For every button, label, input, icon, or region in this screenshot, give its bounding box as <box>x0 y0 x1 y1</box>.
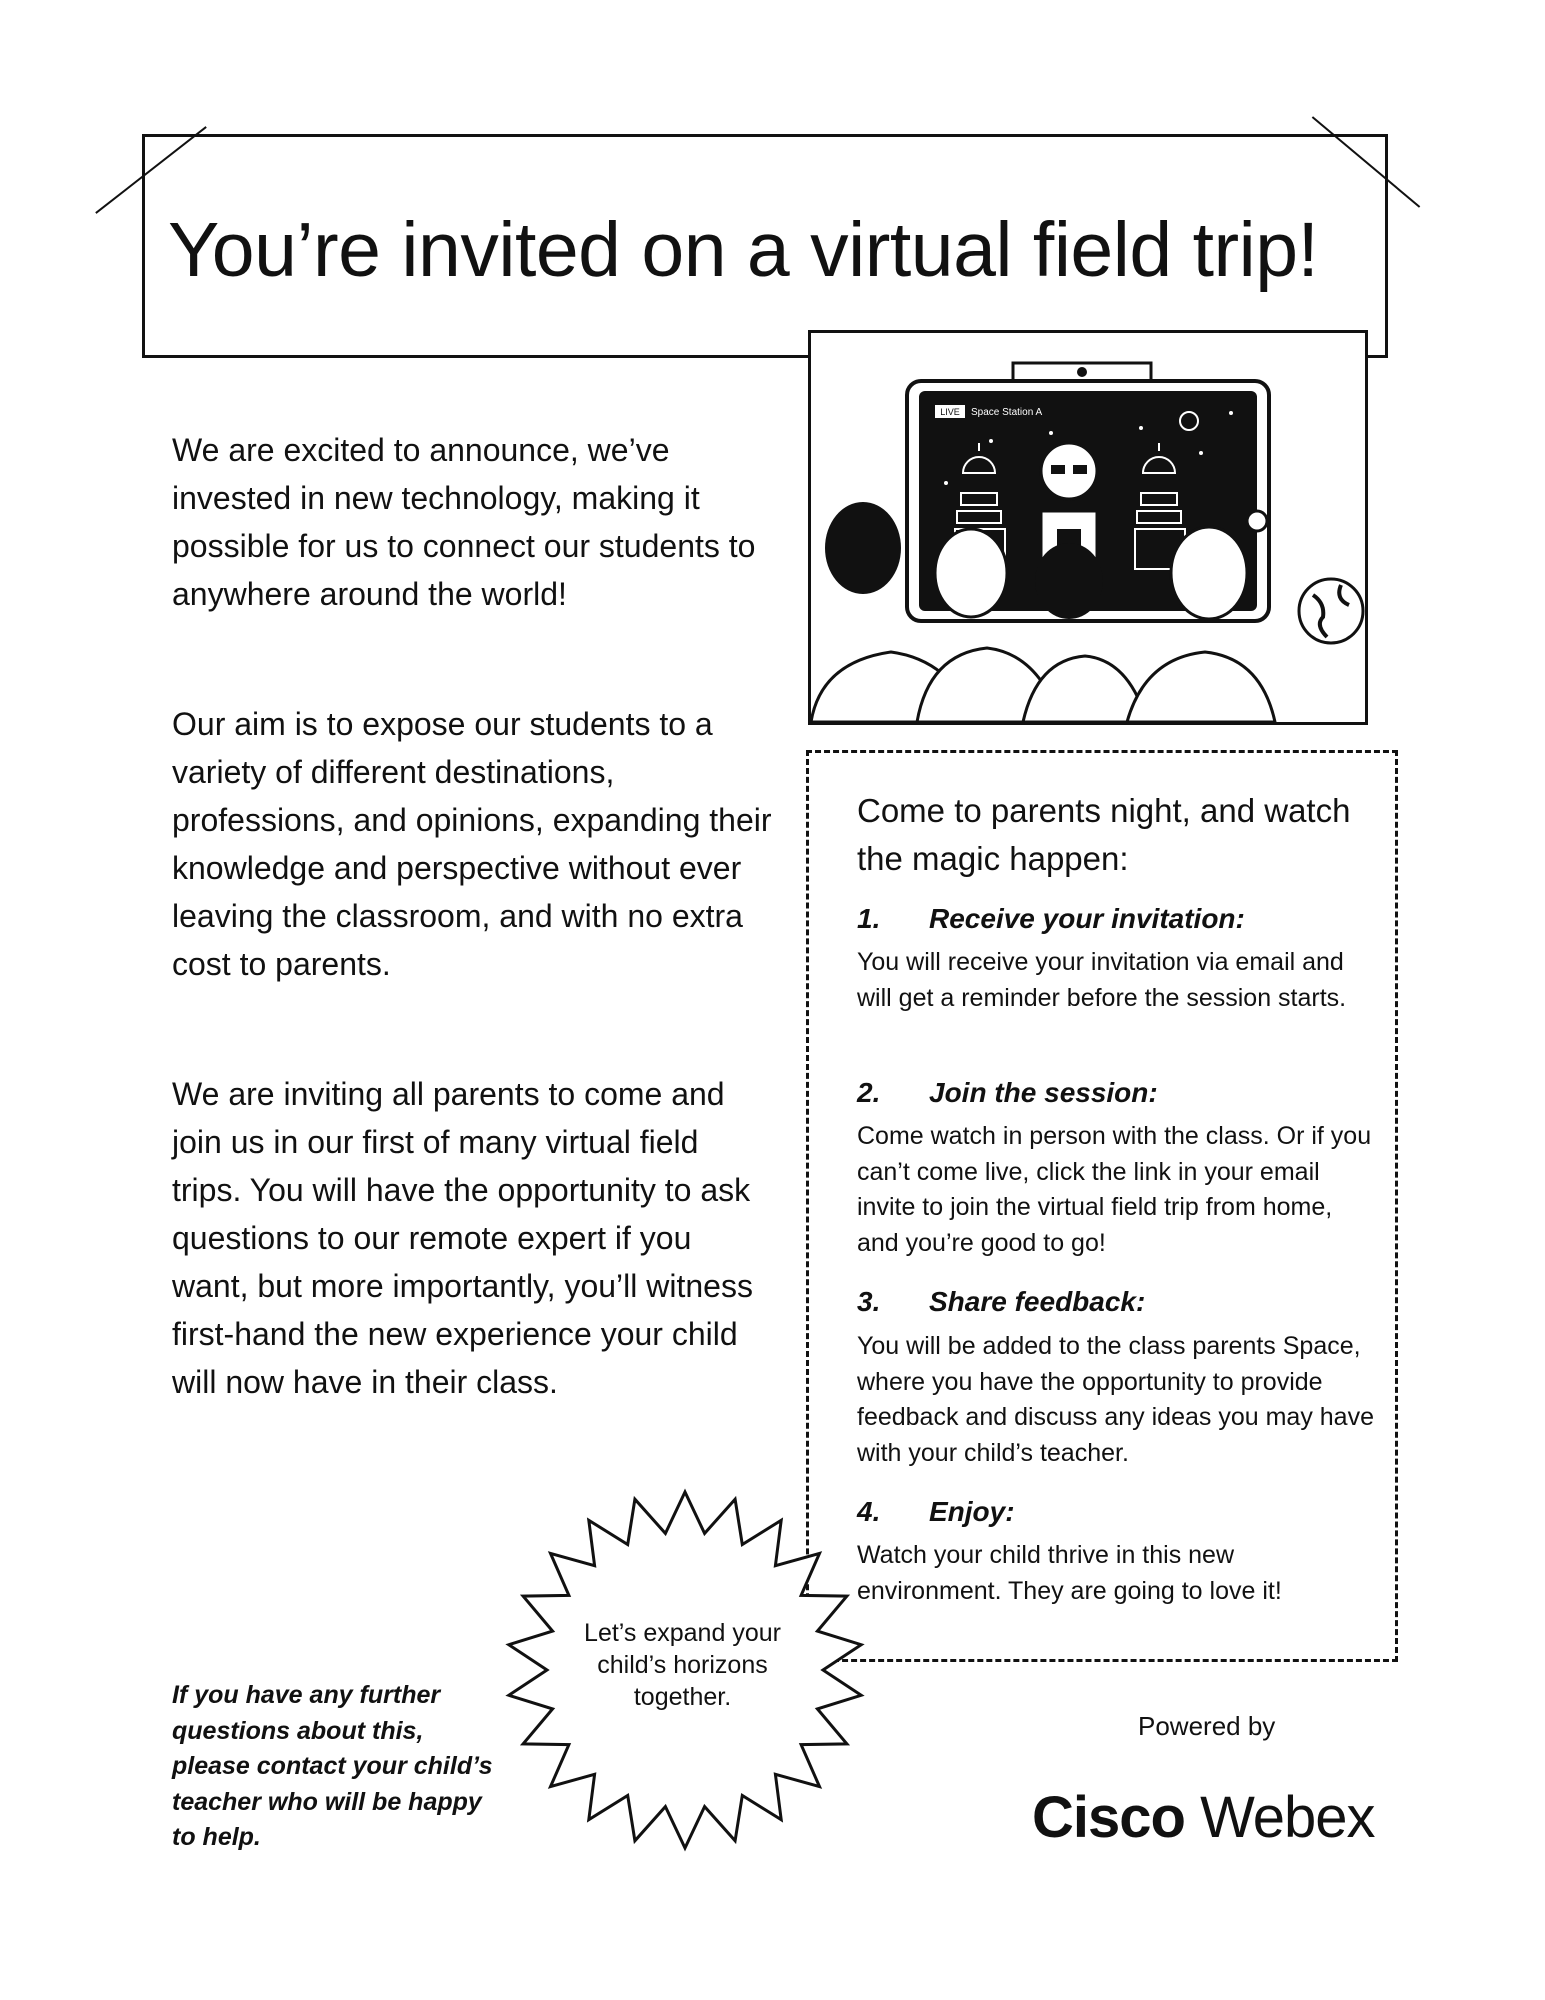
classroom-illustration <box>808 330 1368 725</box>
intro-paragraph-1: We are excited to announce, we’ve invested in new technology, making it possible for us to connect our students to anywhere around the world! <box>172 432 756 612</box>
audience-seats <box>811 648 1275 722</box>
classroom-screen-illustration <box>811 333 1365 722</box>
screen-title: Space Station A <box>971 407 1043 418</box>
page-title: You’re invited on a virtual field trip! <box>168 207 1319 293</box>
globe-icon <box>1299 579 1363 643</box>
starburst-text: Let’s expand your child’s horizons together. <box>584 1619 781 1711</box>
powered-by-label: Powered by <box>1138 1711 1276 1741</box>
step-3-body: You will be added to the class parents Space, where you have the opportunity to provide feedback and discuss any ideas you may have with your child’s teacher. <box>857 1332 1374 1467</box>
step-4-number: 4. <box>857 1496 881 1527</box>
step-3-number: 3. <box>857 1286 881 1317</box>
brand-cisco: Cisco <box>1032 1785 1185 1850</box>
step-4-body: Watch your child thrive in this new environment. They are going to love it! <box>857 1541 1282 1605</box>
intro-paragraph-3: We are inviting all parents to come and join us in our first of many virtual field trips. You will have the opportunity to ask questions to our remote expert if you want, but more importantly, you’ll witness first-hand the new experience your child will now have in their class. <box>172 1076 753 1400</box>
step-3-heading <box>857 1284 1145 1320</box>
live-tag: LIVE <box>940 407 960 417</box>
step-3-title: Share feedback: <box>929 1286 1146 1317</box>
contact-note: If you have any further questions about this, please contact your child’s teacher who will be happy to help. <box>172 1681 493 1851</box>
step-4-heading <box>857 1494 1015 1530</box>
step-1-heading <box>857 901 1245 937</box>
intro-paragraph-2: Our aim is to expose our students to a variety of different destinations, professions, and opinions, expanding their knowledge and perspective without ever leaving the classroom, and with no extra cost to parents. <box>172 706 772 982</box>
camera-lens-icon <box>1077 367 1087 377</box>
step-2-number: 2. <box>857 1077 881 1108</box>
cisco-webex-logo <box>1032 1783 1375 1853</box>
step-2-body: Come watch in person with the class. Or if you can’t come live, click the link in your email invite to join the virtual field trip from home, and you’re good to go! <box>857 1122 1372 1257</box>
step-1-number: 1. <box>857 903 881 934</box>
step-4-title: Enjoy: <box>929 1496 1015 1527</box>
brand-webex: Webex <box>1200 1785 1375 1850</box>
step-1-body: You will receive your invitation via email and will get a reminder before the session starts. <box>857 948 1347 1012</box>
step-2-title: Join the session: <box>929 1077 1158 1108</box>
step-2-heading <box>857 1075 1158 1111</box>
step-1-title: Receive your invitation: <box>929 903 1245 934</box>
steps-intro: Come to parents night, and watch the magic happen: <box>857 792 1351 877</box>
